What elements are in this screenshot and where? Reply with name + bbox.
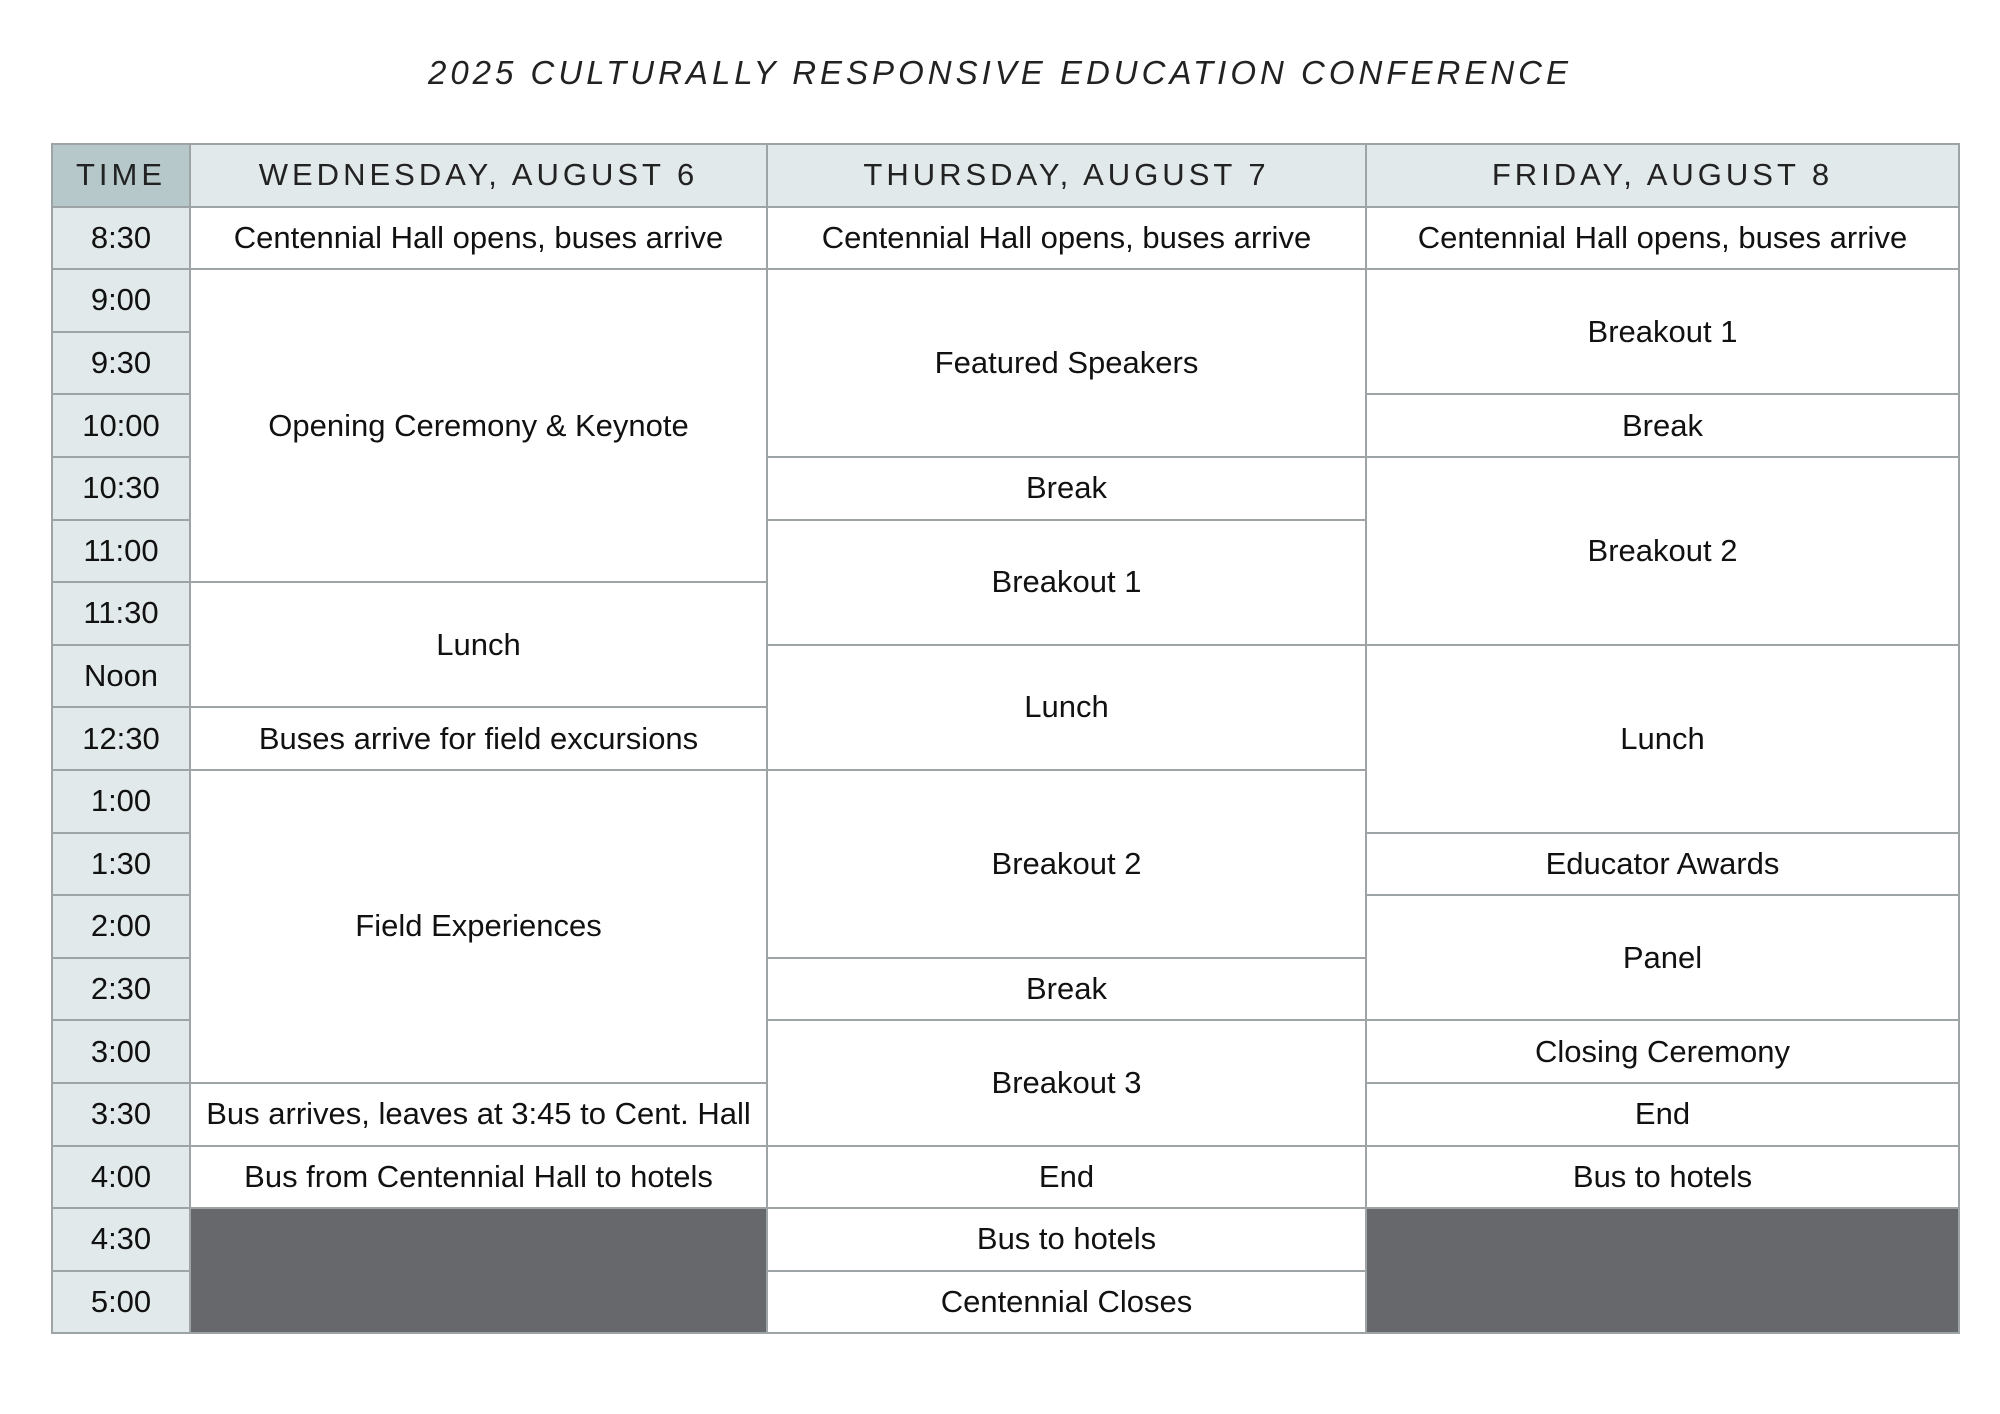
time-slot: 1:30 — [52, 833, 190, 896]
fri-hall-opens: Centennial Hall opens, buses arrive — [1366, 207, 1959, 270]
time-slot: 4:30 — [52, 1208, 190, 1271]
time-slot: 3:00 — [52, 1020, 190, 1083]
thu-break-1: Break — [767, 457, 1366, 520]
fri-bus-hotels: Bus to hotels — [1366, 1146, 1959, 1209]
time-slot: 10:00 — [52, 394, 190, 457]
time-slot: 2:30 — [52, 958, 190, 1021]
thu-centennial-closes: Centennial Closes — [767, 1271, 1366, 1334]
wed-unused-slot — [190, 1208, 767, 1333]
time-slot: 8:30 — [52, 207, 190, 270]
time-slot: 11:00 — [52, 520, 190, 583]
header-row — [52, 144, 1959, 207]
time-slot: 10:30 — [52, 457, 190, 520]
fri-panel: Panel — [1366, 895, 1959, 1020]
time-slot: 2:00 — [52, 895, 190, 958]
thu-lunch: Lunch — [767, 645, 1366, 770]
time-slot: 3:30 — [52, 1083, 190, 1146]
thursday-header: THURSDAY, AUGUST 7 — [767, 144, 1366, 207]
page-title: 2025 CULTURALLY RESPONSIVE EDUCATION CONFERENCE — [427, 54, 1573, 91]
table-row — [52, 269, 1959, 332]
thu-break-2: Break — [767, 958, 1366, 1021]
time-column-header: TIME — [52, 144, 190, 207]
time-slot: 9:30 — [52, 332, 190, 395]
time-slot: 4:00 — [52, 1146, 190, 1209]
wed-hall-opens: Centennial Hall opens, buses arrive — [190, 207, 767, 270]
wednesday-header: WEDNESDAY, AUGUST 6 — [190, 144, 767, 207]
fri-unused-slot — [1366, 1208, 1959, 1333]
wed-field-experiences: Field Experiences — [190, 770, 767, 1083]
fri-closing-ceremony: Closing Ceremony — [1366, 1020, 1959, 1083]
fri-break: Break — [1366, 394, 1959, 457]
thu-breakout-3: Breakout 3 — [767, 1020, 1366, 1145]
wed-opening-keynote: Opening Ceremony & Keynote — [190, 269, 767, 582]
friday-header: FRIDAY, AUGUST 8 — [1366, 144, 1959, 207]
wed-bus-hotels: Bus from Centennial Hall to hotels — [190, 1146, 767, 1209]
thu-breakout-1: Breakout 1 — [767, 520, 1366, 645]
time-slot: 5:00 — [52, 1271, 190, 1334]
time-slot: Noon — [52, 645, 190, 708]
fri-educator-awards: Educator Awards — [1366, 833, 1959, 896]
table-row — [52, 1146, 1959, 1209]
wed-buses-field: Buses arrive for field excursions — [190, 707, 767, 770]
table-row — [52, 1208, 1959, 1271]
wed-bus-arrives: Bus arrives, leaves at 3:45 to Cent. Hall — [190, 1083, 767, 1146]
time-slot: 11:30 — [52, 582, 190, 645]
thu-end: End — [767, 1146, 1366, 1209]
thu-breakout-2: Breakout 2 — [767, 770, 1366, 958]
fri-lunch: Lunch — [1366, 645, 1959, 833]
thu-featured-speakers: Featured Speakers — [767, 269, 1366, 457]
thu-hall-opens: Centennial Hall opens, buses arrive — [767, 207, 1366, 270]
time-slot: 9:00 — [52, 269, 190, 332]
fri-breakout-2: Breakout 2 — [1366, 457, 1959, 645]
thu-bus-hotels: Bus to hotels — [767, 1208, 1366, 1271]
time-slot: 12:30 — [52, 707, 190, 770]
table-row — [52, 207, 1959, 270]
fri-end: End — [1366, 1083, 1959, 1146]
schedule-table — [51, 143, 1960, 1334]
time-slot: 1:00 — [52, 770, 190, 833]
fri-breakout-1: Breakout 1 — [1366, 269, 1959, 394]
wed-lunch: Lunch — [190, 582, 767, 707]
